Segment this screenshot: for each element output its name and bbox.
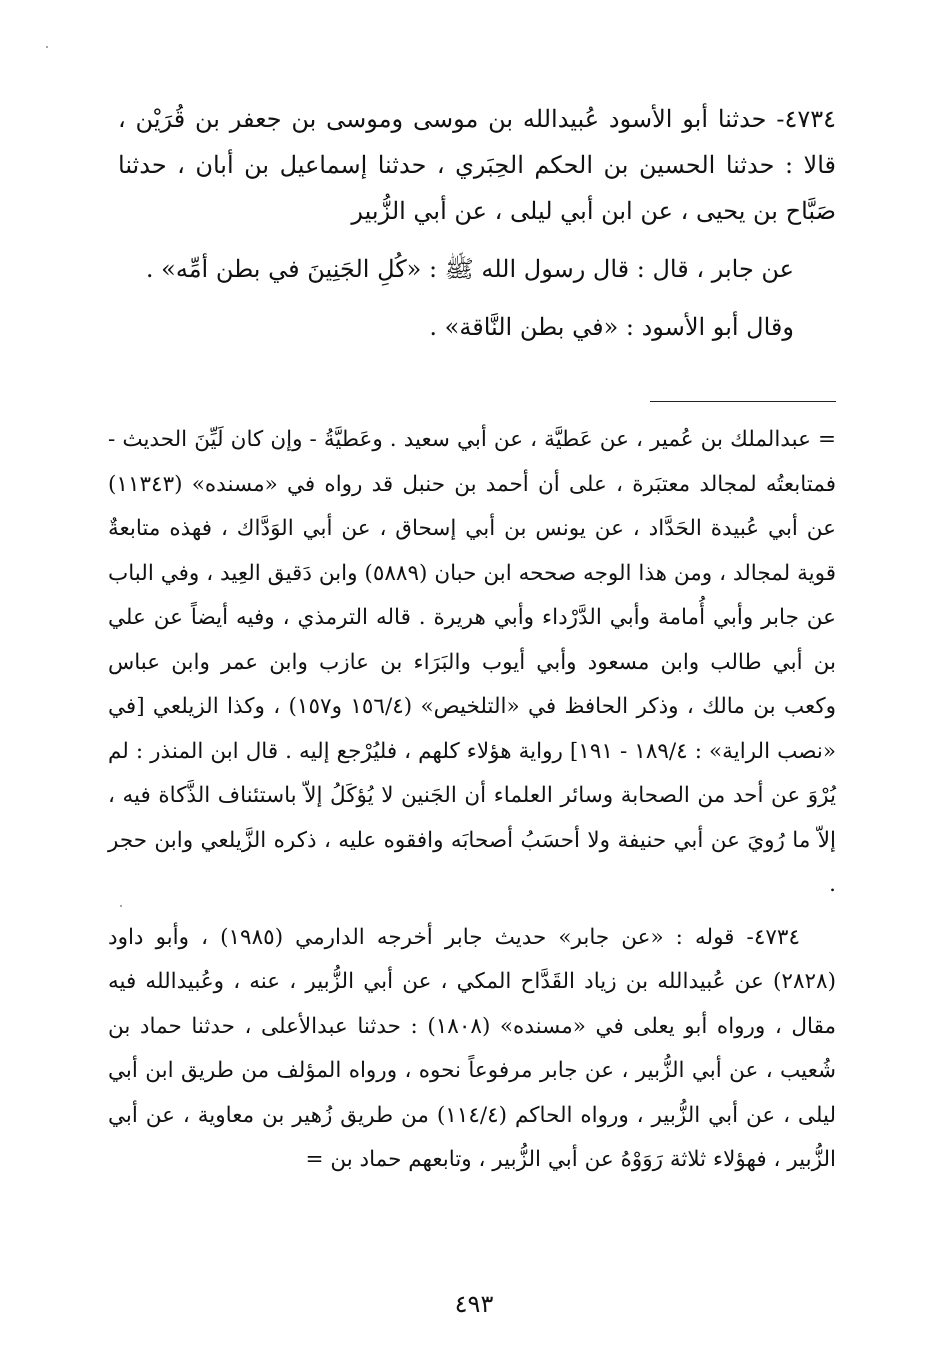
hadith-variant: وقال أبو الأسود : «في بطن النَّاقة» . — [429, 313, 794, 341]
footnote-continuation: = عبدالملك بن عُمير ، عن عَطيَّة ، عن أبي سعيد . وعَطيَّةُ - وإن كان لَيِّنَ الحديث - فمتابعتُه لمجالد معتبَرة ، على أن أحمد بن حنبل قد رواه في «مسنده» (١١٣٤٣) عن أبي عُبيدة الحَدَّاد ، عن يونس بن أبي إسحاق ، عن أبي الوَدَّاك ، فهذه متابعةٌ قوية لمجالد ، ومن هذا الوجه صححه ابن حبان (٥٨٨٩) وابن دَقيق العِيد ، وفي الباب عن جابر وأبي أُمامة وأبي الدَّرْداء وأبي هريرة . قاله الترمذي ، وفيه أيضاً عن علي بن أبي طالب وابن مسعود وأبي أيوب والبَرَاء بن عازب وابن عمر وابن عباس وكعب بن مالك ، وذكر الحافظ في «التلخيص» (١٥٦/٤ و١٥٧) ، وكذا الزيلعي [في «نصب الراية» : ١٨٩/٤ - ١٩١] رواية هؤلاء كلهم ، فليُرْجع إليه . قال ابن المنذر : لم يُرْوَ عن أحد من الصحابة وسائر العلماء أن الجَنين لا يُؤكَلُ إلاّ باستئناف الذَّكاة فيه ، إلاّ ما رُويَ عن أبي حنيفة ولا أحسَبُ أصحابَه وافقوه عليه ، ذكره الزَّيلعي وابن حجر . — [108, 427, 836, 897]
page-number: ٤٩٣ — [454, 1290, 494, 1318]
footnote-4734: ٤٧٣٤- قوله : «عن جابر» حديث جابر أخرجه الدارمي (١٩٨٥) ، وأبو داود (٢٨٢٨) عن عُبيدالله بن زياد القَدَّاح المكي ، عن أبي الزُّبير ، عنه ، وعُبيدالله فيه مقال ، ورواه أبو يعلى في «مسنده» (١٨٠٨) : حدثنا عبدالأعلى ، حدثنا حماد بن شُعيب ، عن أبي الزُّبير ، عن جابر مرفوعاً نحوه ، ورواه المؤلف من طريق ابن أبي ليلى ، عن أبي الزُّبير ، ورواه الحاكم (١١٤/٤) من طريق زُهير بن معاوية ، عن أبي الزُّبير ، فهؤلاء ثلاثة رَوَوْهُ عن أبي الزُّبير ، وتابعهم حماد بن = — [108, 924, 836, 1172]
hadith-isnad: ٤٧٣٤- حدثنا أبو الأسود عُبيدالله بن موسى وموسى بن جعفر بن قُرَيْن ، قالا : حدثنا الحسين بن الحكم الحِبَري ، حدثنا إسماعيل بن أبان ، حدثنا صَبَّاح بن يحيى ، عن ابن أبي ليلى ، عن أبي الزُّبير — [118, 105, 836, 225]
scan-speck — [120, 905, 122, 907]
hadith-matn: عن جابر ، قال : قال رسول الله ﷺ : «كُلِ الجَنِينَ في بطن أمِّه» . — [145, 255, 794, 283]
main-text — [118, 96, 836, 362]
footnote-separator — [650, 401, 836, 402]
scan-speck — [46, 46, 48, 48]
footnotes — [108, 418, 836, 1183]
